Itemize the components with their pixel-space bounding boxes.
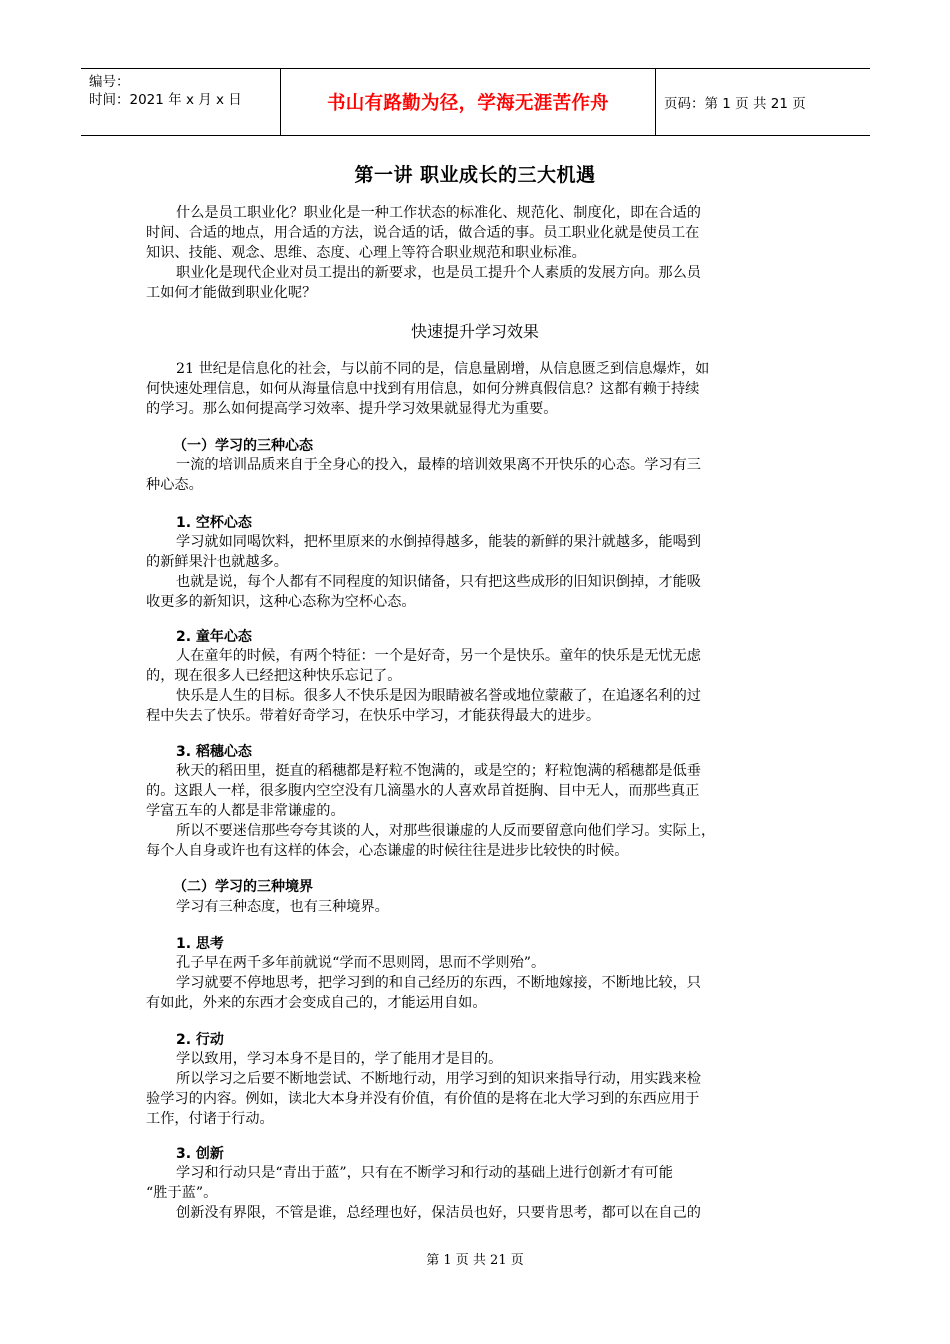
part1-line: 快乐是人生的目标。很多人不快乐是因为眼睛被名誉或地位蒙蔽了，在追逐名利的过 (176, 688, 701, 704)
part1-line: 人在童年的时候，有两个特征：一个是好奇，另一个是快乐。童年的快乐是无忧无虑 (176, 648, 701, 664)
header-page-cell (656, 69, 870, 135)
part2-subheading: 1. 思考 (176, 936, 224, 952)
part1-line: 秋天的稻田里，挺直的稻穗都是籽粒不饱满的，或是空的；籽粒饱满的稻穗都是低垂 (176, 763, 701, 779)
intro-line: 职业化是现代企业对员工提出的新要求，也是员工提升个人素质的发展方向。那么员 (176, 265, 701, 281)
intro-line: 工如何才能做到职业化呢？ (146, 285, 317, 301)
part1-line: 学富五车的人都是非常谦虚的。 (146, 803, 345, 819)
intro-line: 时间、合适的地点，用合适的方法，说合适的话，做合适的事。员工职业化就是使员工在 (146, 225, 700, 241)
part1-line: 所以不要迷信那些夸夸其谈的人，对那些很谦虚的人反而要留意向他们学习。实际上， (176, 823, 716, 839)
part1-line: 的。这跟人一样，很多腹内空空没有几滴墨水的人喜欢昂首挺胸、目中无人，而那些真正 (146, 783, 700, 799)
section-intro-line: 何快速处理信息，如何从海量信息中找到有用信息，如何分辨真假信息？这都有赖于持续 (146, 381, 700, 397)
intro-line: 知识、技能、观念、思维、态度、心理上等符合职业规范和职业标准。 (146, 245, 586, 261)
part2-line: 创新没有界限，不管是谁，总经理也好，保洁员也好，只要肯思考，都可以在自己的 (176, 1205, 701, 1221)
part2-line: 孔子早在两千多年前就说“学而不思则罔，思而不学则殆”。 (176, 955, 546, 971)
part2-line: 有如此，外来的东西才会变成自己的，才能运用自如。 (146, 995, 487, 1011)
part1-line: 也就是说，每个人都有不同程度的知识储备，只有把这些成形的旧知识倒掉，才能吸 (176, 574, 701, 590)
part1-line: 收更多的新知识，这种心态称为空杯心态。 (146, 594, 416, 610)
part1-line: 学习就如同喝饮料，把杯里原来的水倒掉得越多，能装的新鲜的果汁就越多，能喝到 (176, 534, 701, 550)
part1-line: 程中失去了快乐。带着好奇学习，在快乐中学习，才能获得最大的进步。 (146, 708, 601, 724)
part1-line: 每个人自身或许也有这样的体会，心态谦虚的时候往往是进步比较快的时候。 (146, 843, 629, 859)
part2-line: 学以致用，学习本身不是目的，学了能用才是目的。 (176, 1051, 503, 1067)
part2-subheading: 2. 行动 (176, 1032, 224, 1048)
page-info: 页码：第 1 页 共 21 页 (664, 96, 806, 112)
part2-line: 工作，付诸于行动。 (146, 1111, 274, 1127)
part1-line: 种心态。 (146, 477, 203, 493)
part1-heading: （一）学习的三种心态 (173, 438, 313, 454)
page-title: 第一讲 职业成长的三大机遇 (354, 164, 596, 186)
section-intro-line: 21 世纪是信息化的社会，与以前不同的是，信息量剧增，从信息匮乏到信息爆炸，如 (176, 361, 710, 377)
header-motto-cell (281, 69, 656, 135)
part2-heading: （二）学习的三种境界 (173, 879, 313, 895)
part1-line: 的，现在很多人已经把这种快乐忘记了。 (146, 668, 402, 684)
part2-subheading: 3. 创新 (176, 1146, 224, 1162)
intro-line: 什么是员工职业化？职业化是一种工作状态的标准化、规范化、制度化，即在合适的 (176, 205, 701, 221)
part2-line: “胜于蓝”。 (146, 1185, 218, 1201)
motto: 书山有路勤为径，学海无涯苦作舟 (326, 93, 609, 114)
part1-subheading: 1. 空杯心态 (176, 515, 252, 531)
section-title: 快速提升学习效果 (410, 322, 539, 341)
part2-line: 验学习的内容。例如，读北大本身并没有价值，有价值的是将在北大学习到的东西应用于 (146, 1091, 700, 1107)
code-label: 编号： (89, 74, 130, 90)
header-meta-cell (81, 69, 281, 135)
part1-subheading: 3. 稻穗心态 (176, 744, 252, 760)
part1-subheading: 2. 童年心态 (176, 629, 252, 645)
header-table (81, 68, 870, 136)
time-label: 时间：2021 年 x 月 x 日 (89, 92, 242, 108)
page-footer: 第 1 页 共 21 页 (426, 1253, 524, 1268)
part2-line: 学习有三种态度，也有三种境界。 (176, 899, 389, 915)
part2-line: 学习就要不停地思考，把学习到的和自己经历的东西，不断地嫁接，不断地比较，只 (176, 975, 701, 991)
part1-line: 一流的培训品质来自于全身心的投入，最棒的培训效果离不开快乐的心态。学习有三 (176, 457, 701, 473)
part2-line: 所以学习之后要不断地尝试、不断地行动，用学习到的知识来指导行动，用实践来检 (176, 1071, 701, 1087)
part2-line: 学习和行动只是“青出于蓝”，只有在不断学习和行动的基础上进行创新才有可能 (176, 1165, 673, 1181)
part1-line: 的新鲜果汁也就越多。 (146, 554, 288, 570)
section-intro-line: 的学习。那么如何提高学习效率、提升学习效果就显得尤为重要。 (146, 401, 558, 417)
